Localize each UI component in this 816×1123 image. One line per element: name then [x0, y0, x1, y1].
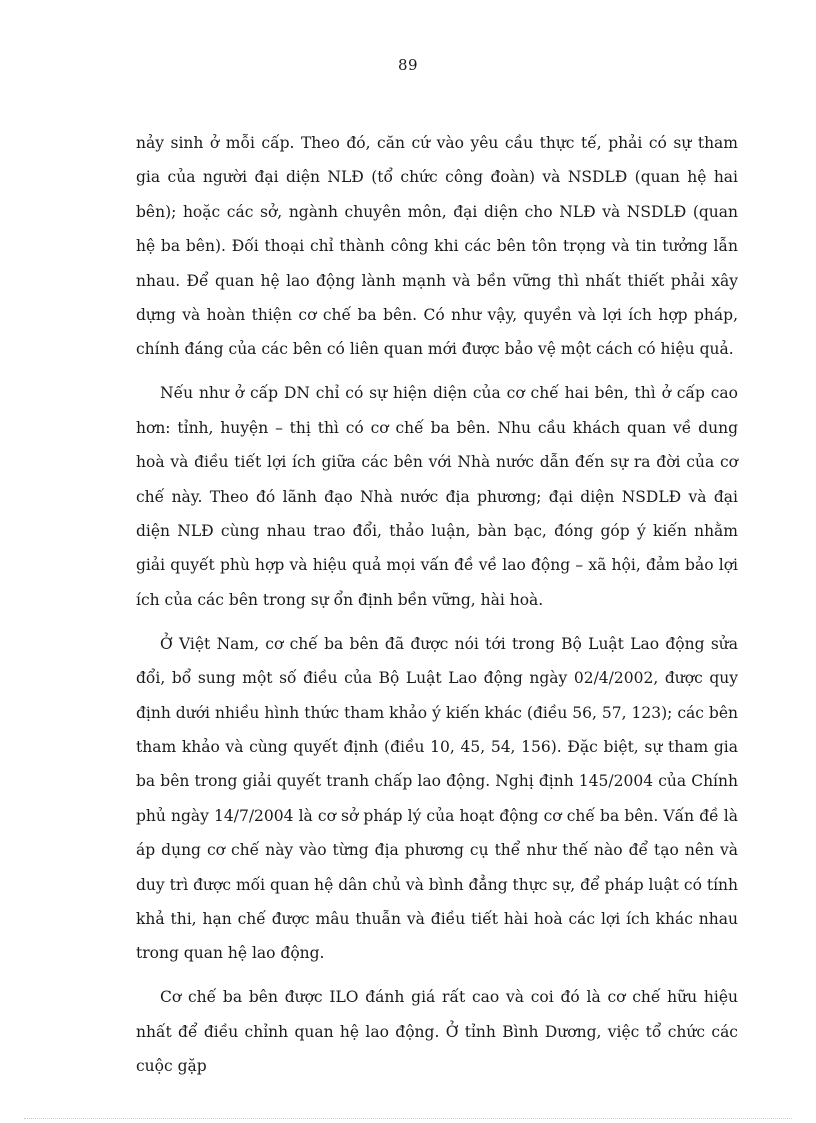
paragraph-2: Nếu như ở cấp DN chỉ có sự hiện diện của cơ chế hai bên, thì ở cấp cao hơn: tỉnh, huyện – thị thì có cơ chế ba bên. Nhu cầu khách quan về dung hoà và điều tiết lợi ích giữa các bên với Nhà nước dẫn đến sự ra đời của cơ chế này. Theo đó lãnh đạo Nhà nước địa phương; đại diện NSDLĐ và đại diện NLĐ cùng nhau trao đổi, thảo luận, bàn bạc, đóng góp ý kiến nhằm giải quyết phù hợp và hiệu quả mọi vấn đề về lao động – xã hội, đảm bảo lợi ích của các bên trong sự ổn định bền vững, hài hoà.: [136, 384, 738, 609]
paragraph-3: Ở Việt Nam, cơ chế ba bên đã được nói tới trong Bộ Luật Lao động sửa đổi, bổ sung một số điều của Bộ Luật Lao động ngày 02/4/2002, được quy định dưới nhiều hình thức tham khảo ý kiến khác (điều 56, 57, 123); các bên tham khảo và cùng quyết định (điều 10, 45, 54, 156). Đặc biệt, sự tham gia ba bên trong giải quyết tranh chấp lao động. Nghị định 145/2004 của Chính phủ ngày 14/7/2004 là cơ sở pháp lý của hoạt động cơ chế ba bên. Vấn đề là áp dụng cơ chế này vào từng địa phương cụ thể như thế nào để tạo nên và duy trì được mối quan hệ dân chủ và bình đẳng thực sự, để pháp luật có tính khả thi, hạn chế được mâu thuẫn và điều tiết hài hoà các lợi ích khác nhau trong quan hệ lao động.: [136, 634, 738, 963]
page-bottom-divider: [24, 1118, 792, 1119]
page-number: 89: [397, 56, 419, 74]
paragraph-4: Cơ chế ba bên được ILO đánh giá rất cao và coi đó là cơ chế hữu hiệu nhất để điều chỉnh quan hệ lao động. Ở tỉnh Bình Dương, việc tổ chức các cuộc gặp: [136, 988, 738, 1076]
paragraph-1: nảy sinh ở mỗi cấp. Theo đó, căn cứ vào yêu cầu thực tế, phải có sự tham gia của người đại diện NLĐ (tổ chức công đoàn) và NSDLĐ (quan hệ hai bên); hoặc các sở, ngành chuyên môn, đại diện cho NLĐ và NSDLĐ (quan hệ ba bên). Đối thoại chỉ thành công khi các bên tôn trọng và tin tưởng lẫn nhau. Để quan hệ lao động lành mạnh và bền vững thì nhất thiết phải xây dựng và hoàn thiện cơ chế ba bên. Có như vậy, quyền và lợi ích hợp pháp, chính đáng của các bên có liên quan mới được bảo vệ một cách có hiệu quả.: [136, 134, 738, 359]
document-body: [136, 126, 738, 1093]
